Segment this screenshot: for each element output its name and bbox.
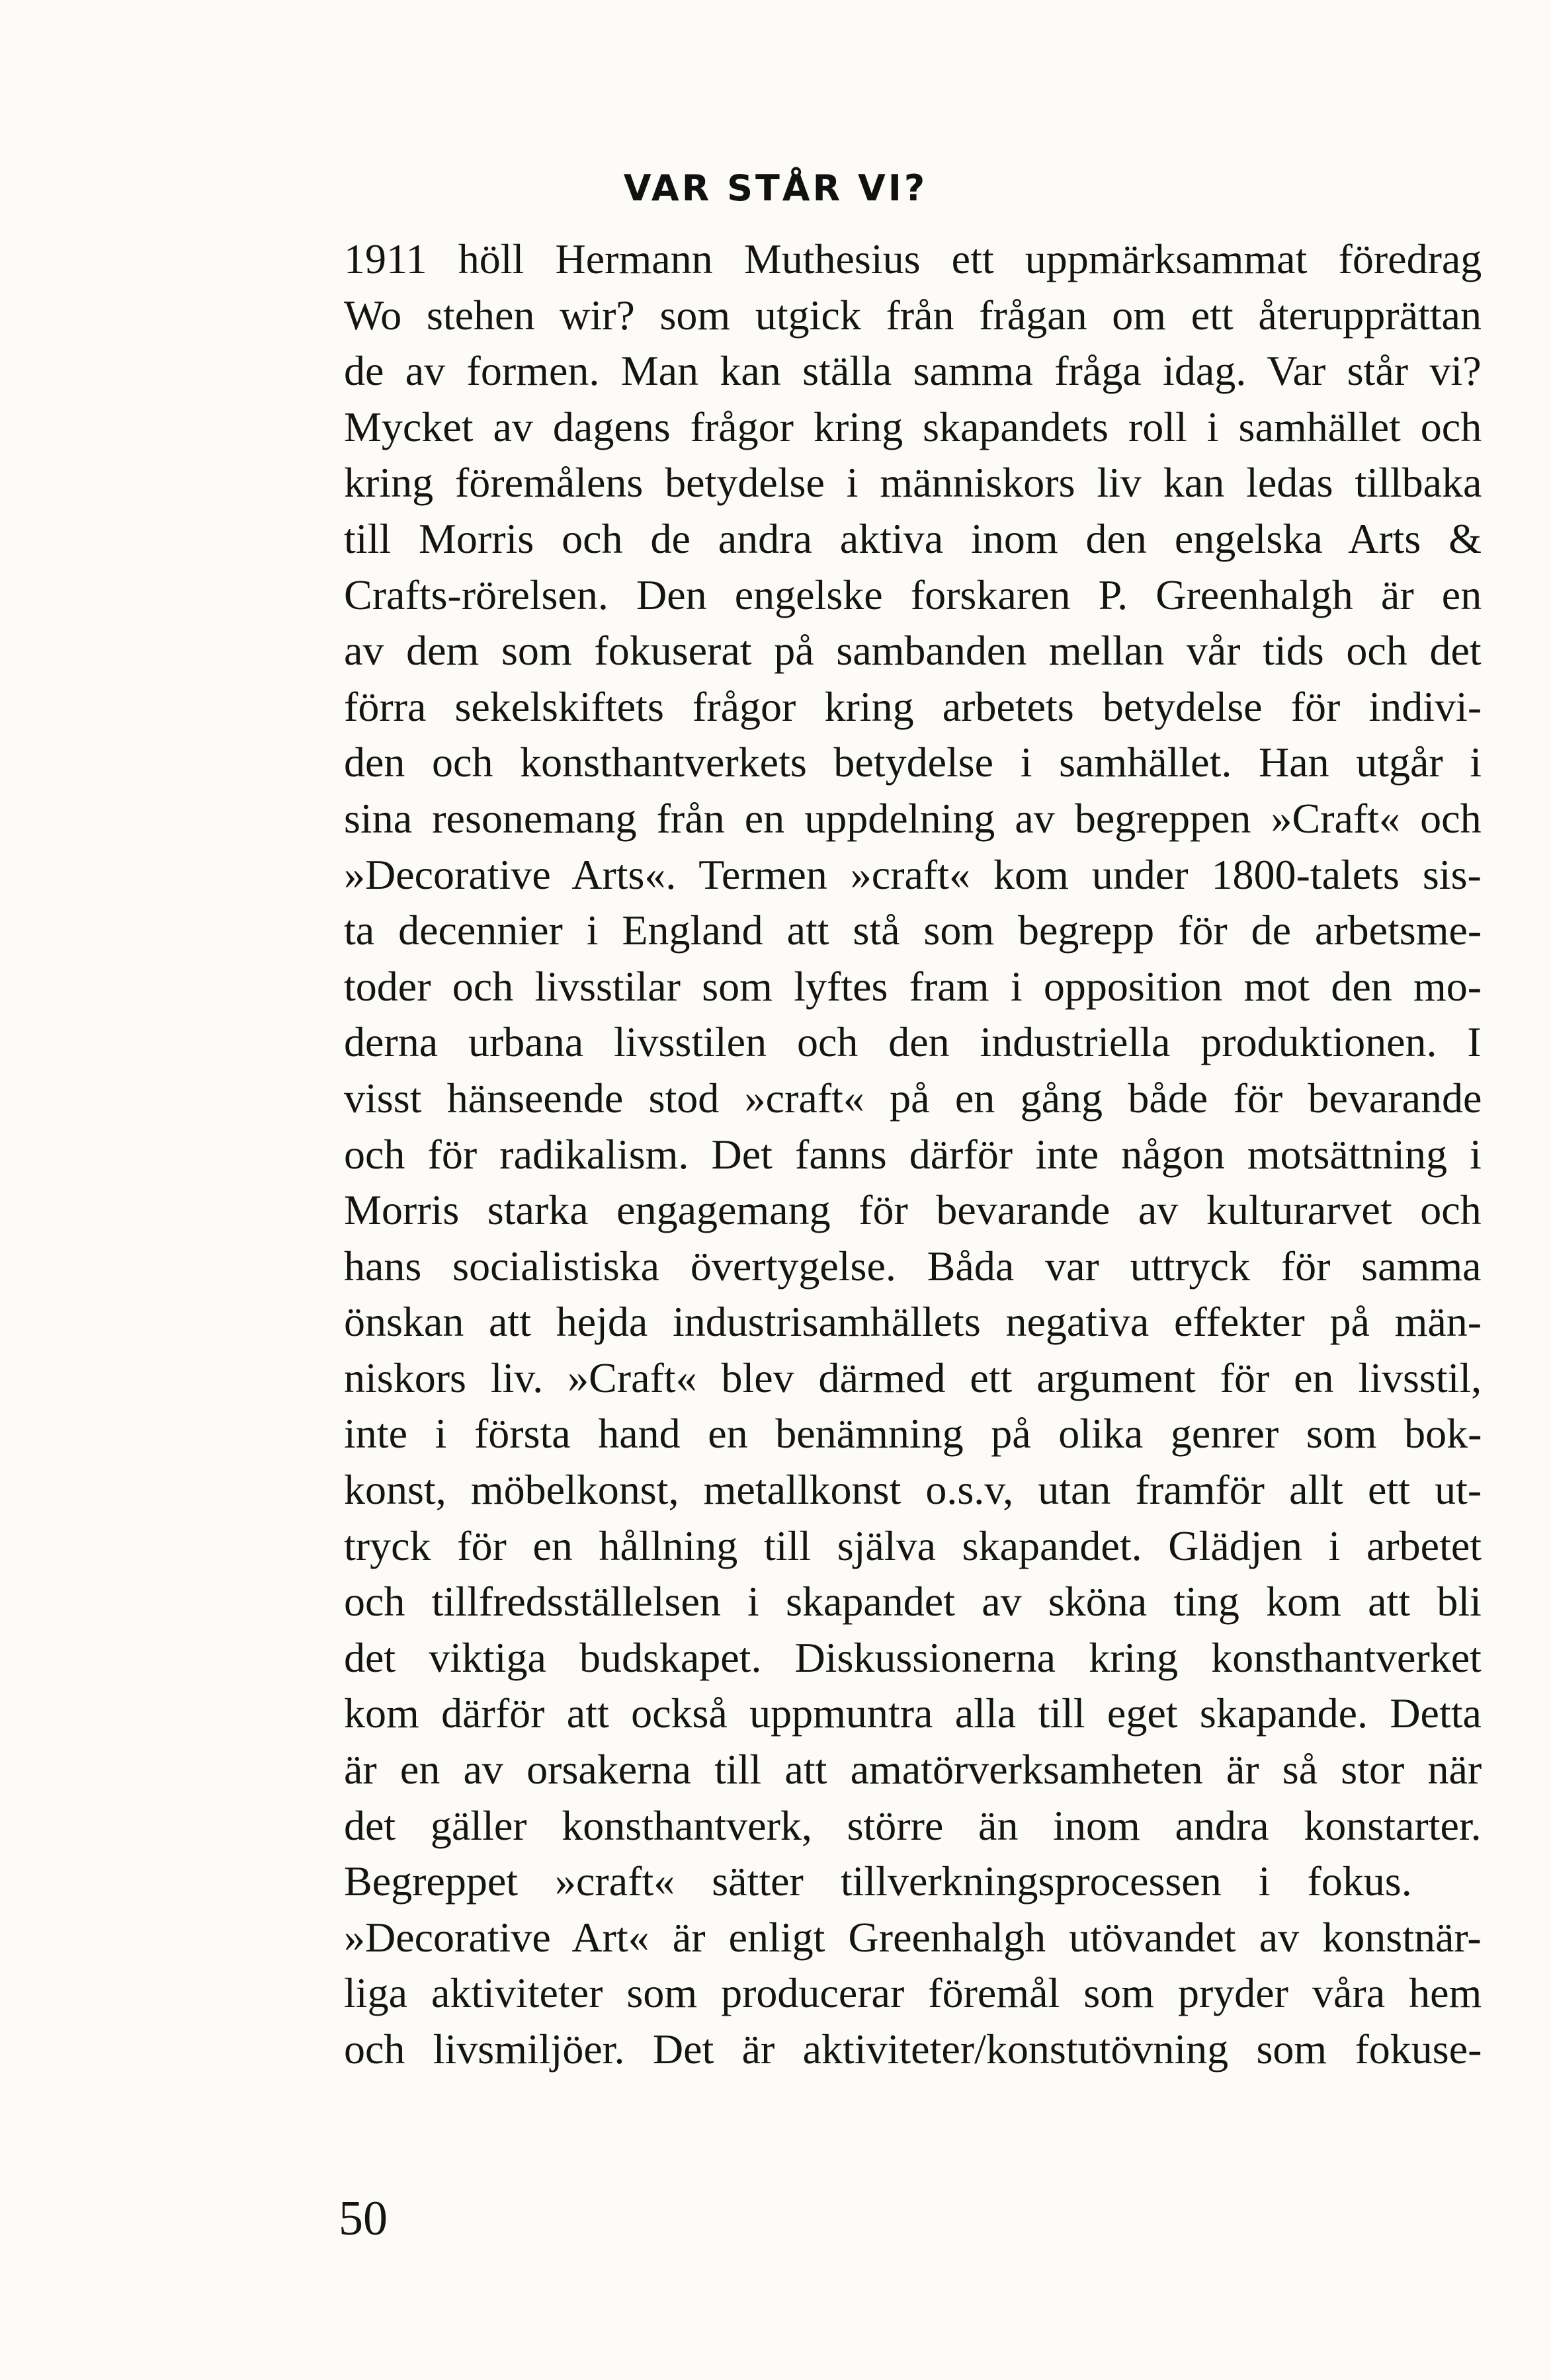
text-line: niskors liv. »Craft« blev därmed ett argument för en livsstil, [344,1354,1482,1401]
text-line: och livsmiljöer. Det är aktiviteter/konstutövning som fokuse- [344,2026,1482,2072]
text-line: visst hänseende stod »craft« på en gång både för bevarande [344,1074,1482,1122]
text-line: liga aktiviteter som producerar föremål som pryder våra hem [344,1969,1482,2017]
text-line: hans socialistiska övertygelse. Båda var uttryck för samma [344,1242,1482,1290]
text-line: »Decorative Art« är enligt Greenhalgh utövandet av konstnär- [344,1913,1482,1961]
text-line: är en av orsakerna till att amatörverksamheten är så stor när [344,1746,1482,1793]
page-number: 50 [339,2192,388,2246]
text-line: inte i första hand en benämning på olika genrer som bok- [344,1410,1482,1457]
text-line: ta decennier i England att stå som begrepp för de arbetsme- [344,907,1482,954]
text-line: och tillfredsställelsen i skapandet av sköna ting kom att bli [344,1578,1482,1625]
text-line: till Morris och de andra aktiva inom den engelska Arts & [344,514,1482,562]
body-text [344,231,1482,2078]
text-line: tryck för en hållning till själva skapandet. Glädjen i arbetet [344,1522,1482,1569]
text-line: av dem som fokuserat på sambanden mellan vår tids och det [344,627,1482,675]
text-line: toder och livsstilar som lyftes fram i opposition mot den mo- [344,962,1482,1010]
text-line: Mycket av dagens frågor kring skapandets roll i samhället och [344,403,1482,450]
section-heading: VAR STÅR VI? [623,167,928,209]
text-line: Crafts-rörelsen. Den engelske forskaren P. Greenhalgh är en [344,571,1482,618]
text-line: det gäller konsthantverk, större än inom andra konstarter. [344,1801,1482,1849]
text-line: Begreppet »craft« sätter tillverkningsprocessen i fokus. [344,1858,1412,1905]
text-line: önskan att hejda industrisamhällets negativa effekter på män- [344,1298,1482,1346]
text-line: den och konsthantverkets betydelse i samhället. Han utgår i [344,739,1482,786]
text-line: »Decorative Arts«. Termen »craft« kom under 1800-talets sis- [344,850,1482,898]
text-line: kring föremålens betydelse i människors liv kan ledas tillbaka [344,459,1482,507]
text-line: derna urbana livsstilen och den industriella produktionen. I [344,1018,1482,1066]
text-line: Morris starka engagemang för bevarande av kulturarvet och [344,1186,1482,1234]
text-line: konst, möbelkonst, metallkonst o.s.v, utan framför allt ett ut- [344,1466,1482,1514]
text-line: kom därför att också uppmuntra alla till eget skapande. Detta [344,1690,1482,1737]
text-line: Wo stehen wir? som utgick från frågan om ett återupprättan [344,291,1482,339]
text-line: och för radikalism. Det fanns därför inte någon motsättning i [344,1130,1482,1178]
text-line: det viktiga budskapet. Diskussionerna kring konsthantverket [344,1633,1482,1681]
text-line: förra sekelskiftets frågor kring arbetets betydelse för indivi- [344,682,1482,730]
text-line: de av formen. Man kan ställa samma fråga idag. Var står vi? [344,347,1482,395]
text-line: sina resonemang från en uppdelning av begreppen »Craft« och [344,794,1482,842]
text-line: 1911 höll Hermann Muthesius ett uppmärksammat föredrag [344,235,1482,282]
